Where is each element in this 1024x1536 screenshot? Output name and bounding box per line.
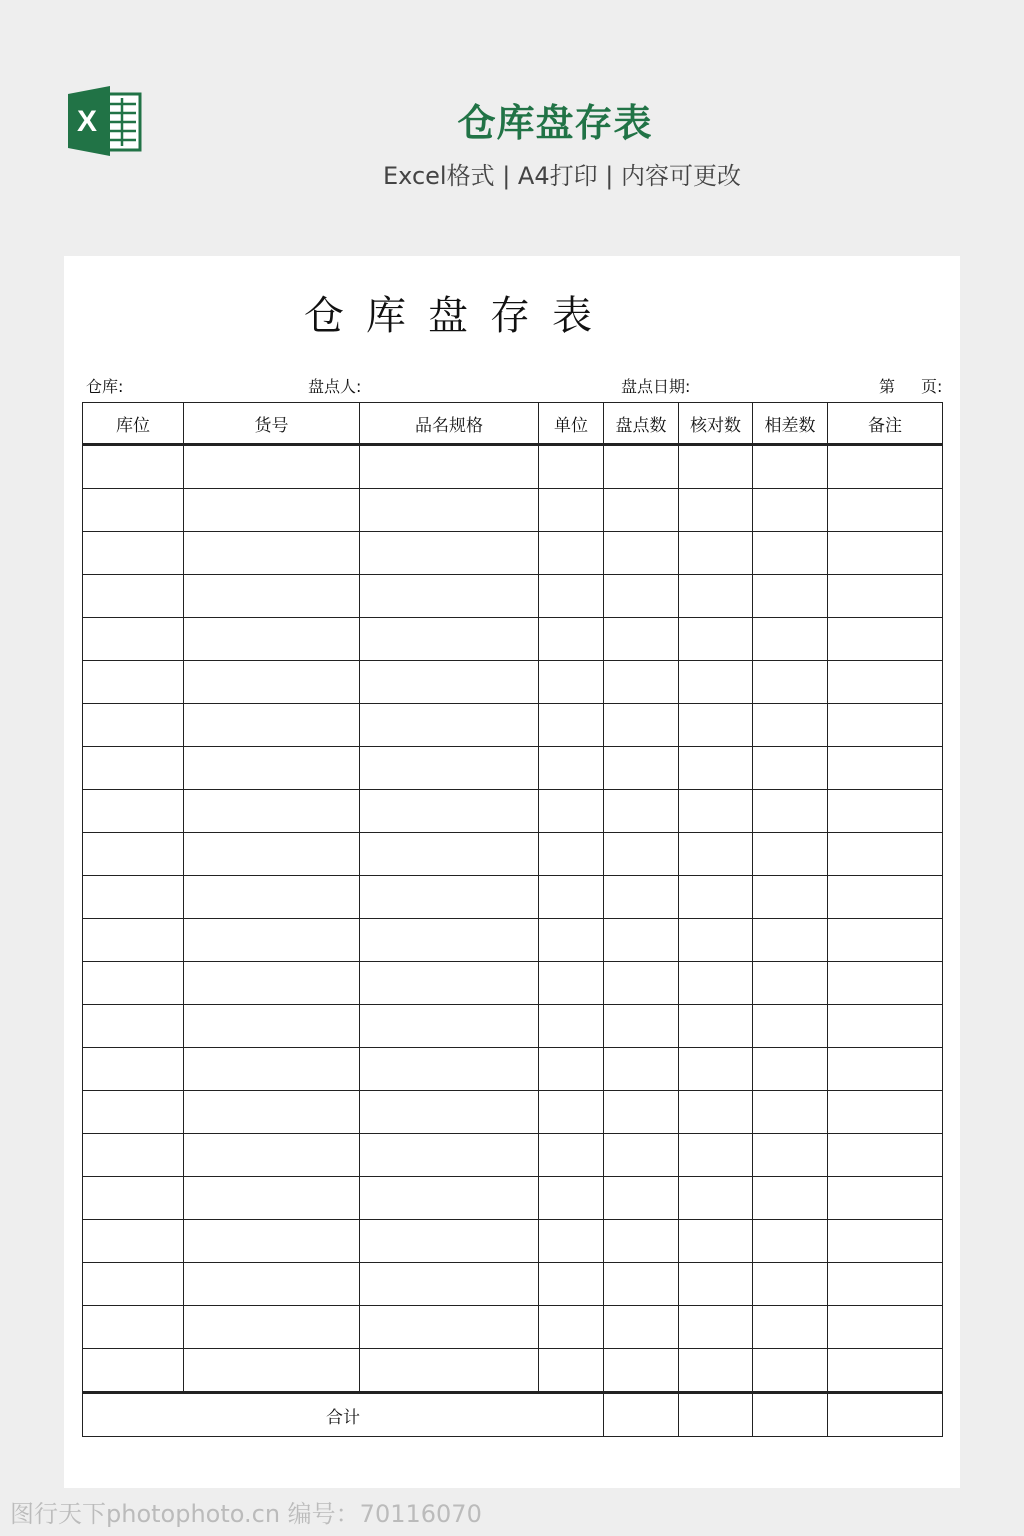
- table-cell[interactable]: [539, 1177, 604, 1220]
- table-cell[interactable]: [539, 1263, 604, 1306]
- table-cell[interactable]: [83, 1048, 184, 1091]
- table-cell[interactable]: [828, 575, 943, 618]
- promo-title: 仓库盘存表: [457, 101, 653, 145]
- table-cell[interactable]: [83, 618, 184, 661]
- table-cell[interactable]: [360, 618, 539, 661]
- table-cell[interactable]: [539, 919, 604, 962]
- table-row: [83, 445, 943, 489]
- table-header-row: [83, 403, 943, 445]
- table-row: [83, 919, 943, 962]
- column-header: 核对数: [679, 403, 753, 445]
- table-cell[interactable]: [539, 1134, 604, 1177]
- table-cell[interactable]: [679, 1091, 753, 1134]
- table-cell[interactable]: [753, 1005, 828, 1048]
- table-cell[interactable]: [604, 1091, 679, 1134]
- table-cell[interactable]: [753, 575, 828, 618]
- table-cell[interactable]: [828, 1005, 943, 1048]
- table-cell[interactable]: [360, 489, 539, 532]
- table-cell[interactable]: [828, 747, 943, 790]
- table-cell[interactable]: [184, 790, 360, 833]
- table-cell[interactable]: [753, 1220, 828, 1263]
- table-cell[interactable]: [184, 618, 360, 661]
- table-cell[interactable]: [539, 1349, 604, 1393]
- table-cell[interactable]: [360, 1349, 539, 1393]
- table-row: [83, 833, 943, 876]
- table-cell[interactable]: [753, 833, 828, 876]
- table-cell[interactable]: [184, 661, 360, 704]
- total-row: [83, 1393, 943, 1437]
- table-cell[interactable]: [83, 704, 184, 747]
- table-cell[interactable]: [679, 445, 753, 489]
- table-cell[interactable]: [753, 1306, 828, 1349]
- table-cell[interactable]: [828, 445, 943, 489]
- table-cell[interactable]: [679, 919, 753, 962]
- table-cell[interactable]: [753, 661, 828, 704]
- table-cell[interactable]: [184, 747, 360, 790]
- table-cell[interactable]: [360, 790, 539, 833]
- table-cell[interactable]: [753, 1349, 828, 1393]
- table-cell[interactable]: [828, 1349, 943, 1393]
- inventory-table: [82, 402, 943, 1437]
- table-cell[interactable]: [184, 1048, 360, 1091]
- table-cell[interactable]: [184, 1134, 360, 1177]
- column-header: 货号: [184, 403, 360, 445]
- table-cell[interactable]: [184, 919, 360, 962]
- table-cell[interactable]: [828, 876, 943, 919]
- table-cell[interactable]: [360, 1177, 539, 1220]
- table-cell[interactable]: [184, 876, 360, 919]
- table-cell[interactable]: [184, 1263, 360, 1306]
- table-cell[interactable]: [604, 1349, 679, 1393]
- table-cell[interactable]: [753, 1048, 828, 1091]
- table-cell[interactable]: [360, 704, 539, 747]
- table-cell[interactable]: [753, 790, 828, 833]
- table-cell[interactable]: [604, 962, 679, 1005]
- table-cell[interactable]: [679, 833, 753, 876]
- table-cell[interactable]: [604, 489, 679, 532]
- table-cell[interactable]: [83, 1177, 184, 1220]
- table-cell[interactable]: [604, 919, 679, 962]
- table-cell[interactable]: [753, 1263, 828, 1306]
- table-cell[interactable]: [83, 790, 184, 833]
- table-row: [83, 661, 943, 704]
- table-cell[interactable]: [679, 1393, 753, 1437]
- table-row: [83, 1263, 943, 1306]
- table-cell[interactable]: [604, 1220, 679, 1263]
- table-cell[interactable]: [604, 1306, 679, 1349]
- table-cell[interactable]: [679, 1263, 753, 1306]
- page-prefix-label: 第: [879, 377, 896, 396]
- table-cell[interactable]: [83, 1306, 184, 1349]
- table-row: [83, 1091, 943, 1134]
- column-header: 库位: [83, 403, 184, 445]
- table-cell[interactable]: [83, 532, 184, 575]
- table-cell[interactable]: [828, 1393, 943, 1437]
- date-label: 盘点日期:: [621, 377, 691, 396]
- table-cell[interactable]: [753, 618, 828, 661]
- table-cell[interactable]: [539, 747, 604, 790]
- table-cell[interactable]: [539, 489, 604, 532]
- table-cell[interactable]: [360, 1048, 539, 1091]
- table-cell[interactable]: [83, 1134, 184, 1177]
- table-cell[interactable]: [604, 575, 679, 618]
- table-cell[interactable]: [679, 1005, 753, 1048]
- table-cell[interactable]: [828, 790, 943, 833]
- table-row: [83, 1177, 943, 1220]
- table-cell[interactable]: [83, 489, 184, 532]
- table-cell[interactable]: [360, 876, 539, 919]
- table-cell[interactable]: [604, 833, 679, 876]
- table-cell[interactable]: [83, 1220, 184, 1263]
- table-cell[interactable]: [604, 876, 679, 919]
- table-cell[interactable]: [360, 919, 539, 962]
- table-cell[interactable]: [83, 833, 184, 876]
- table-cell[interactable]: [828, 1306, 943, 1349]
- table-row: [83, 962, 943, 1005]
- sheet-title: 仓库盘存表: [304, 293, 614, 339]
- table-cell[interactable]: [539, 575, 604, 618]
- table-cell[interactable]: [360, 1220, 539, 1263]
- table-cell[interactable]: [753, 876, 828, 919]
- column-header: 单位: [539, 403, 604, 445]
- table-cell[interactable]: [753, 489, 828, 532]
- total-label: 合计: [83, 1393, 604, 1437]
- table-cell[interactable]: [753, 445, 828, 489]
- table-cell[interactable]: [753, 1134, 828, 1177]
- table-cell[interactable]: [83, 747, 184, 790]
- table-cell[interactable]: [828, 962, 943, 1005]
- table-row: [83, 1005, 943, 1048]
- table-cell[interactable]: [828, 489, 943, 532]
- column-header: 盘点数: [604, 403, 679, 445]
- table-cell[interactable]: [539, 532, 604, 575]
- table-cell[interactable]: [539, 618, 604, 661]
- table-cell[interactable]: [604, 661, 679, 704]
- table-cell[interactable]: [539, 1091, 604, 1134]
- table-cell[interactable]: [753, 747, 828, 790]
- table-row: [83, 1306, 943, 1349]
- table-row: [83, 532, 943, 575]
- table-cell[interactable]: [753, 1393, 828, 1437]
- counter-label: 盘点人:: [308, 377, 362, 396]
- table-cell[interactable]: [679, 876, 753, 919]
- table-cell[interactable]: [539, 1005, 604, 1048]
- table-cell[interactable]: [604, 445, 679, 489]
- table-cell[interactable]: [83, 876, 184, 919]
- table-cell[interactable]: [604, 704, 679, 747]
- table-cell[interactable]: [679, 962, 753, 1005]
- table-cell[interactable]: [604, 747, 679, 790]
- table-cell[interactable]: [539, 1220, 604, 1263]
- table-row: [83, 704, 943, 747]
- table-cell[interactable]: [360, 1091, 539, 1134]
- table-cell[interactable]: [604, 1134, 679, 1177]
- table-cell[interactable]: [604, 1393, 679, 1437]
- table-cell[interactable]: [679, 618, 753, 661]
- table-cell[interactable]: [184, 704, 360, 747]
- table-row: [83, 1220, 943, 1263]
- table-cell[interactable]: [360, 1134, 539, 1177]
- table-cell[interactable]: [539, 790, 604, 833]
- table-cell[interactable]: [83, 1091, 184, 1134]
- table-cell[interactable]: [360, 445, 539, 489]
- table-row: [83, 876, 943, 919]
- table-cell[interactable]: [679, 790, 753, 833]
- table-cell[interactable]: [360, 575, 539, 618]
- table-cell[interactable]: [679, 575, 753, 618]
- table-row: [83, 1349, 943, 1393]
- table-cell[interactable]: [753, 919, 828, 962]
- table-cell[interactable]: [828, 1091, 943, 1134]
- table-cell[interactable]: [360, 532, 539, 575]
- table-cell[interactable]: [753, 532, 828, 575]
- table-cell[interactable]: [753, 962, 828, 1005]
- table-cell[interactable]: [184, 532, 360, 575]
- table-cell[interactable]: [679, 1306, 753, 1349]
- table-cell[interactable]: [753, 1091, 828, 1134]
- table-cell[interactable]: [828, 1220, 943, 1263]
- table-cell[interactable]: [539, 876, 604, 919]
- warehouse-label: 仓库:: [86, 377, 124, 396]
- table-row: [83, 1048, 943, 1091]
- table-cell[interactable]: [184, 1306, 360, 1349]
- table-cell[interactable]: [360, 1005, 539, 1048]
- table-cell[interactable]: [539, 1306, 604, 1349]
- table-row: [83, 1134, 943, 1177]
- table-cell[interactable]: [604, 1177, 679, 1220]
- table-cell[interactable]: [360, 1263, 539, 1306]
- table-cell[interactable]: [83, 1349, 184, 1393]
- table-cell[interactable]: [679, 661, 753, 704]
- table-cell[interactable]: [679, 1134, 753, 1177]
- table-cell[interactable]: [83, 445, 184, 489]
- table-cell[interactable]: [360, 661, 539, 704]
- table-cell[interactable]: [828, 1134, 943, 1177]
- table-cell[interactable]: [679, 489, 753, 532]
- table-cell[interactable]: [539, 962, 604, 1005]
- table-cell[interactable]: [828, 532, 943, 575]
- table-cell[interactable]: [679, 747, 753, 790]
- table-row: [83, 790, 943, 833]
- table-cell[interactable]: [539, 833, 604, 876]
- table-row: [83, 618, 943, 661]
- table-body: [83, 445, 943, 1393]
- table-cell[interactable]: [184, 575, 360, 618]
- table-cell[interactable]: [184, 1349, 360, 1393]
- table-cell[interactable]: [184, 962, 360, 1005]
- table-cell[interactable]: [828, 1263, 943, 1306]
- column-header: 备注: [828, 403, 943, 445]
- svg-text:X: X: [76, 105, 98, 138]
- table-cell[interactable]: [360, 747, 539, 790]
- watermark: 图行天下photophoto.cn 编号：70116070: [10, 1500, 482, 1528]
- table-cell[interactable]: [184, 1091, 360, 1134]
- table-cell[interactable]: [184, 1220, 360, 1263]
- table-cell[interactable]: [604, 790, 679, 833]
- table-cell[interactable]: [360, 1306, 539, 1349]
- table-cell[interactable]: [604, 532, 679, 575]
- table-cell[interactable]: [604, 618, 679, 661]
- page-suffix-label: 页:: [921, 377, 943, 396]
- column-header: 相差数: [753, 403, 828, 445]
- table-cell[interactable]: [83, 575, 184, 618]
- table-row: [83, 489, 943, 532]
- table-cell[interactable]: [828, 618, 943, 661]
- table-cell[interactable]: [604, 1263, 679, 1306]
- table-cell[interactable]: [539, 661, 604, 704]
- table-cell[interactable]: [83, 919, 184, 962]
- table-cell[interactable]: [828, 1177, 943, 1220]
- table-cell[interactable]: [828, 704, 943, 747]
- table-cell[interactable]: [184, 1005, 360, 1048]
- table-cell[interactable]: [184, 445, 360, 489]
- table-cell[interactable]: [828, 661, 943, 704]
- table-cell[interactable]: [828, 1048, 943, 1091]
- table-cell[interactable]: [184, 833, 360, 876]
- table-cell[interactable]: [679, 532, 753, 575]
- table-cell[interactable]: [539, 704, 604, 747]
- table-cell[interactable]: [360, 962, 539, 1005]
- table-cell[interactable]: [83, 1263, 184, 1306]
- table-cell[interactable]: [753, 704, 828, 747]
- table-cell[interactable]: [679, 1220, 753, 1263]
- table-cell[interactable]: [83, 1005, 184, 1048]
- table-row: [83, 747, 943, 790]
- table-cell[interactable]: [184, 489, 360, 532]
- table-cell[interactable]: [83, 661, 184, 704]
- table-cell[interactable]: [604, 1048, 679, 1091]
- table-cell[interactable]: [679, 1177, 753, 1220]
- table-cell[interactable]: [679, 1048, 753, 1091]
- table-cell[interactable]: [753, 1177, 828, 1220]
- table-cell[interactable]: [184, 1177, 360, 1220]
- table-cell[interactable]: [679, 1349, 753, 1393]
- table-cell[interactable]: [539, 1048, 604, 1091]
- promo-subtitle: Excel格式 | A4打印 | 内容可更改: [383, 162, 741, 190]
- table-cell[interactable]: [83, 962, 184, 1005]
- column-header: 品名规格: [360, 403, 539, 445]
- table-cell[interactable]: [679, 704, 753, 747]
- table-cell[interactable]: [604, 1005, 679, 1048]
- table-cell[interactable]: [360, 833, 539, 876]
- table-row: [83, 575, 943, 618]
- table-cell[interactable]: [539, 445, 604, 489]
- table-cell[interactable]: [828, 919, 943, 962]
- table-cell[interactable]: [828, 833, 943, 876]
